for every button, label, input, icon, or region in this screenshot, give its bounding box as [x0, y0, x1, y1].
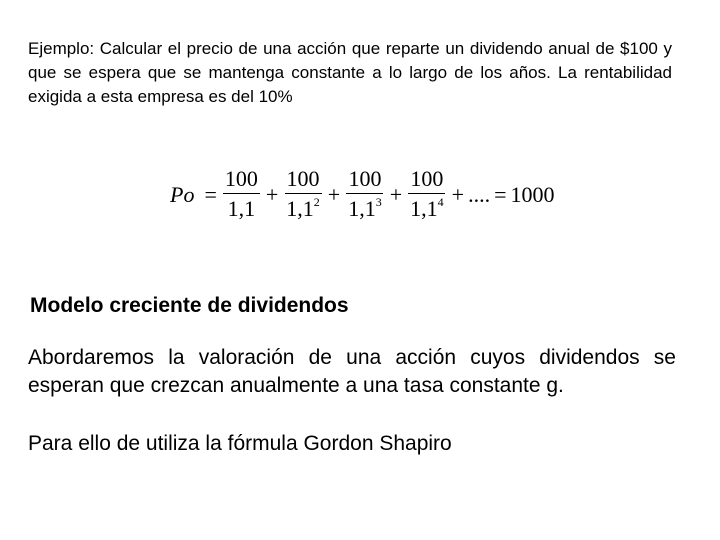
formula-plus: +	[451, 182, 465, 207]
formula-term-4	[408, 166, 446, 224]
formula-term-3	[346, 166, 384, 224]
dividend-formula	[170, 160, 554, 230]
formula-plus: +	[389, 182, 403, 207]
formula-plus: +	[265, 182, 279, 207]
term-denominator: $1,1^2$	[286, 195, 320, 221]
formula-plus: +	[327, 182, 341, 207]
body-paragraph-1: Abordaremos la valoración de una acción cuyos dividendos se esperan que crezcan anualmente a una tasa constante g.	[28, 346, 676, 397]
section-heading: Modelo creciente de dividendos	[30, 294, 349, 317]
term-numerator: 100	[346, 166, 383, 194]
formula-ellipsis: ....	[468, 182, 491, 207]
term-numerator: 100	[285, 166, 322, 194]
formula-result: 1000	[510, 182, 555, 207]
term-numerator: 100	[223, 166, 260, 194]
formula-equals: =	[494, 182, 507, 207]
term-exponent: 4	[437, 195, 444, 209]
term-denominator: $1,1^3$	[348, 195, 382, 221]
formula-equals: =	[204, 182, 217, 207]
formula-lhs: Po	[170, 182, 195, 207]
term-exponent: 2	[313, 195, 320, 209]
term-denominator: $1,1^4$	[410, 195, 444, 221]
formula-term-2	[284, 166, 322, 224]
term-denominator: 1,1	[227, 196, 256, 221]
term-exponent: 3	[375, 195, 382, 209]
formula-term-1	[223, 166, 260, 224]
term-numerator: 100	[408, 166, 445, 194]
example-text: Ejemplo: Calcular el precio de una acción que reparte un dividendo anual de $100 y que se espera que se mantenga constante a lo largo de los años. La rentabilidad exigida a esta empresa es del 10%	[28, 39, 672, 106]
body-paragraph-2: Para ello de utiliza la fórmula Gordon Shapiro	[28, 432, 452, 455]
